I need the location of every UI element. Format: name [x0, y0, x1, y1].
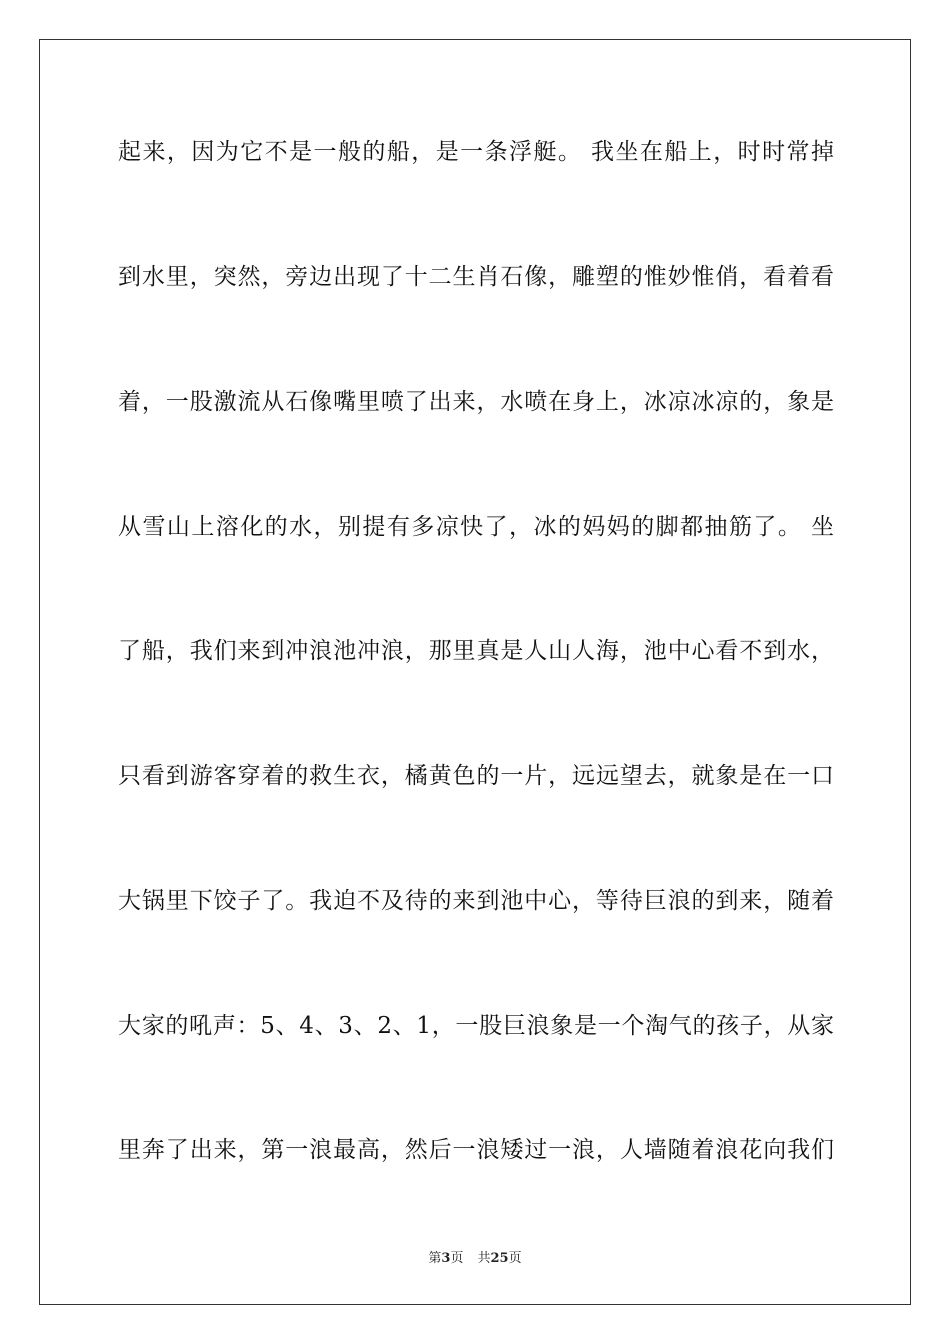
- body-text-line-8: 大家的吼声：5、4、3、2、1，一股巨浪象是一个淘气的孩子，从家: [118, 1013, 834, 1039]
- footer-total-prefix: 共: [477, 1251, 491, 1266]
- body-text-line-3: 着，一股激流从石像嘴里喷了出来，水喷在身上，冰凉冰凉的，象是: [118, 389, 834, 415]
- body-text-line-6: 只看到游客穿着的救生衣，橘黄色的一片，远远望去，就象是在一口: [118, 763, 834, 789]
- body-text-line-5: 了船，我们来到冲浪池冲浪，那里真是人山人海，池中心看不到水，: [118, 638, 834, 664]
- body-text-line-2: 到水里，突然，旁边出现了十二生肖石像，雕塑的惟妙惟俏，看着看: [118, 264, 834, 290]
- body-text-line-9: 里奔了出来，第一浪最高，然后一浪矮过一浪，人墙随着浪花向我们: [118, 1137, 834, 1163]
- page-footer: [0, 1247, 950, 1266]
- footer-page-prefix: 第: [428, 1251, 442, 1266]
- body-text-line-4: 从雪山上溶化的水，别提有多凉快了，冰的妈妈的脚都抽筋了。 坐: [118, 514, 834, 540]
- body-text-line-7: 大锅里下饺子了。我迫不及待的来到池中心，等待巨浪的到来，随着: [118, 888, 834, 914]
- page-border: [39, 39, 911, 1305]
- footer-page-total: 25: [490, 1251, 509, 1266]
- footer-total-suffix: 页: [508, 1251, 522, 1266]
- footer-page-suffix: 页: [450, 1251, 464, 1266]
- body-text-line-1: 起来，因为它不是一般的船，是一条浮艇。 我坐在船上，时时常掉: [118, 139, 834, 165]
- footer-page-current: 3: [441, 1251, 451, 1266]
